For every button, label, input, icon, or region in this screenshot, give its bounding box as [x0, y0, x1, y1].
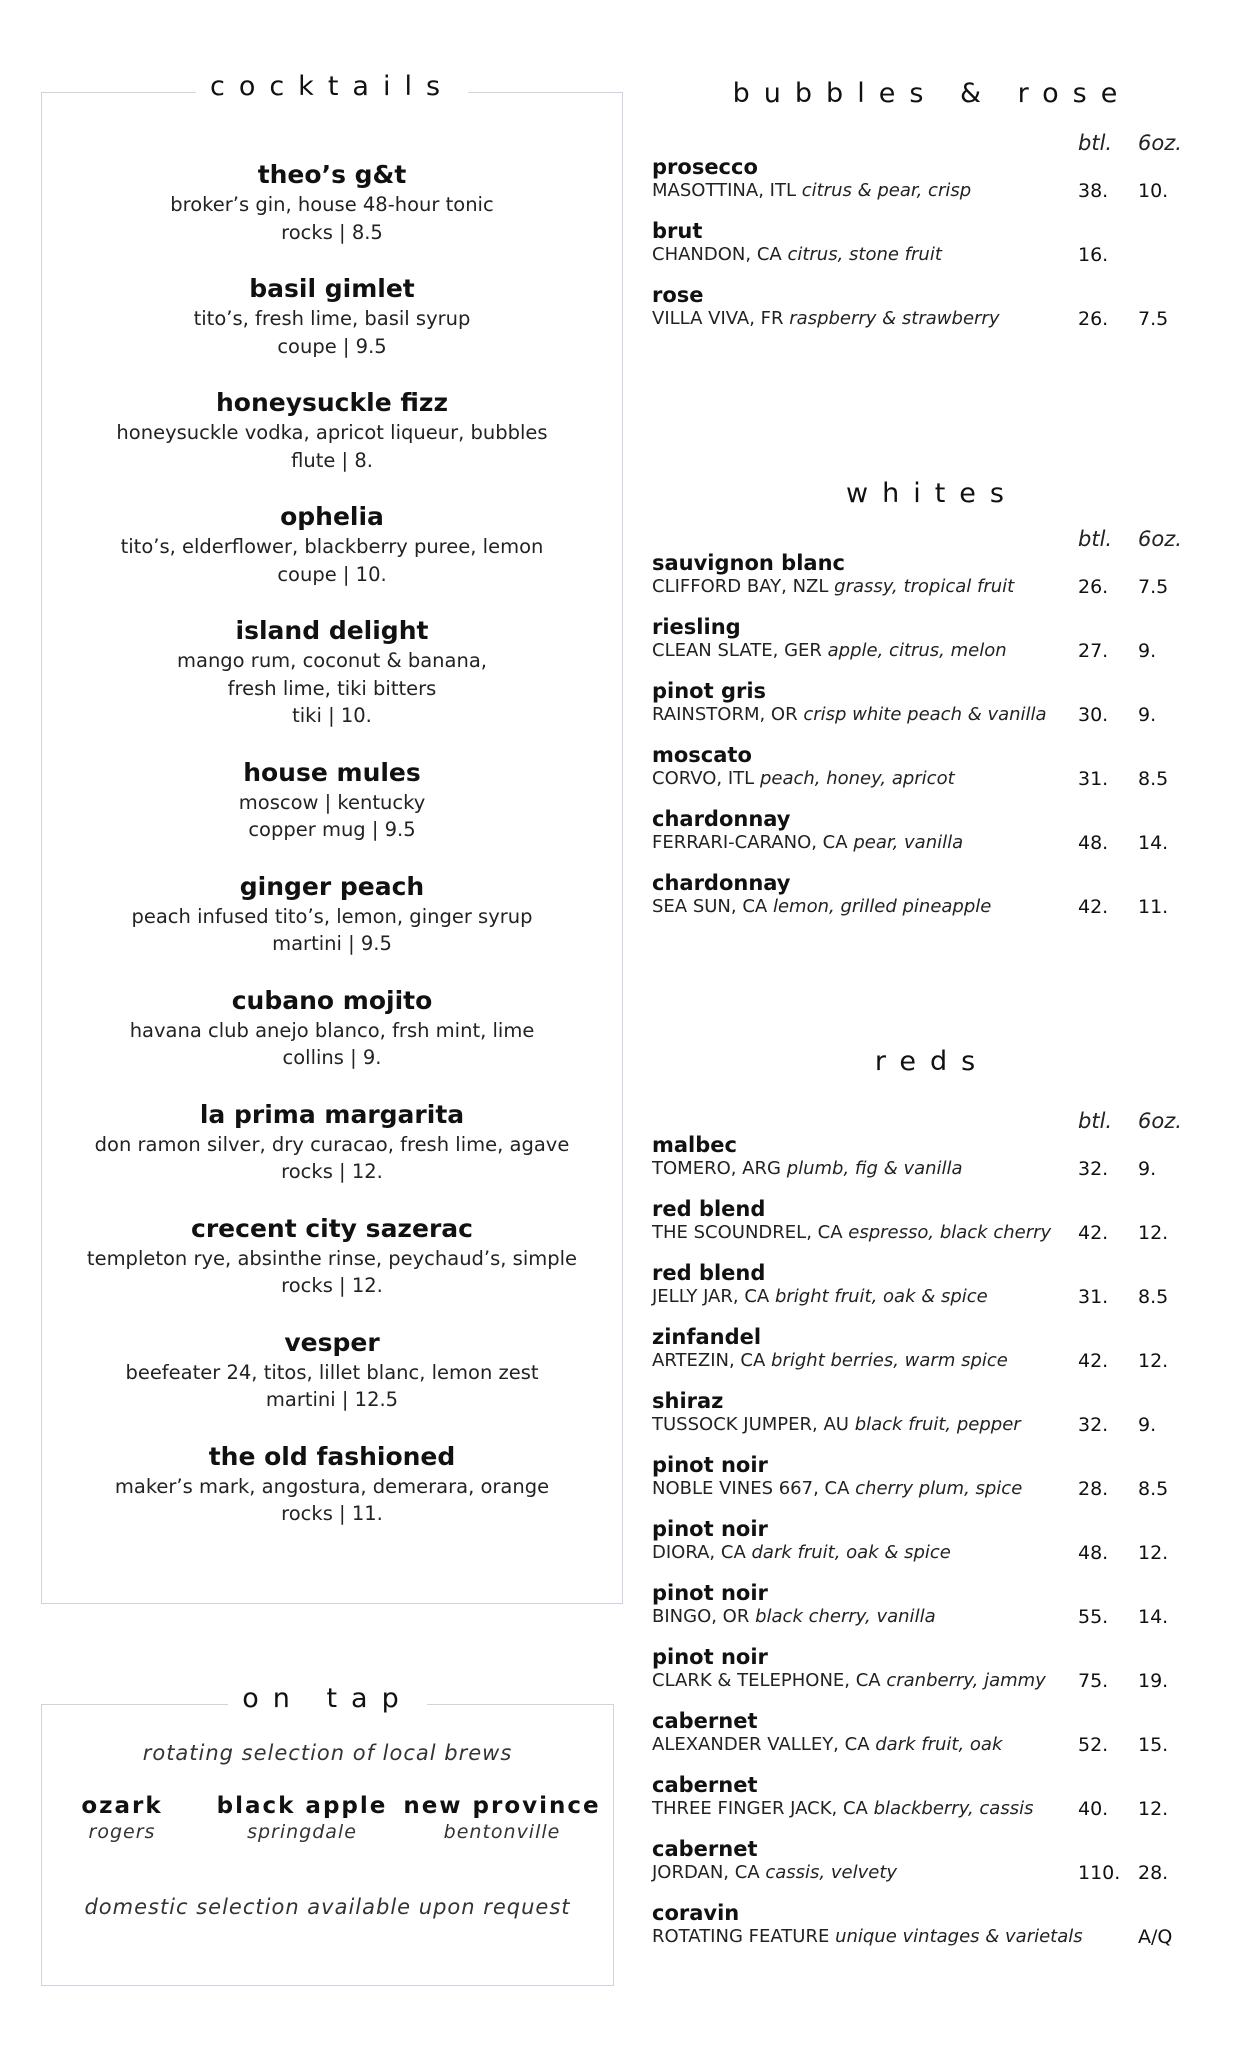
wine-producer: CHANDON, CA — [652, 244, 782, 265]
glass-price: 9. — [1138, 704, 1157, 726]
wine-description — [652, 1477, 1212, 1501]
cocktail-detail: don ramon silver, dry curacao, fresh lime, agave — [94, 1132, 570, 1156]
brew-location: springdale — [247, 1821, 357, 1843]
wine-producer: NOBLE VINES 667, CA — [652, 1478, 850, 1499]
brew-name: ozark — [81, 1793, 163, 1819]
cocktail-detail: honeysuckle vodka, apricot liqueur, bubbles — [116, 421, 548, 444]
wine-name: red blend — [652, 1197, 766, 1221]
wine-producer: RAINSTORM, OR — [652, 704, 798, 725]
cocktail-detail: beefeater 24, titos, lillet blanc, lemon zest — [125, 1360, 539, 1384]
cocktail-item — [42, 159, 622, 246]
reds-section — [652, 1046, 1212, 1965]
bottle-column-header: btl. — [1078, 1109, 1113, 1133]
wine-name: malbec — [652, 1133, 737, 1157]
wine-item — [652, 807, 1212, 871]
wine-name: chardonnay — [652, 807, 791, 831]
wine-description — [652, 1797, 1212, 1821]
bubbles-column-headers — [652, 131, 1212, 155]
wine-notes: peach, honey, apricot — [759, 768, 955, 789]
cocktail-detail: collins | 9. — [282, 1046, 382, 1069]
wine-notes: lemon, grilled pineapple — [772, 896, 992, 917]
wine-description — [652, 1413, 1212, 1437]
wine-producer: TOMERO, ARG — [652, 1158, 781, 1179]
whites-title: whites — [846, 478, 1018, 509]
on-tap-intro: rotating selection of local brews — [142, 1741, 513, 1765]
wine-producer: CORVO, ITL — [652, 768, 755, 789]
wine-notes: blackberry, cassis — [873, 1798, 1034, 1819]
wine-item — [652, 1645, 1212, 1709]
wine-item — [652, 1901, 1212, 1965]
cocktail-name: island delight — [235, 616, 429, 645]
cocktail-detail: tito’s, fresh lime, basil syrup — [193, 307, 471, 330]
glass-price: 14. — [1138, 1606, 1169, 1628]
wine-producer: DIORA, CA — [652, 1542, 746, 1563]
glass-price: 9. — [1138, 640, 1157, 662]
wine-producer: THREE FINGER JACK, CA — [652, 1798, 868, 1819]
wine-description — [652, 243, 1212, 267]
wine-item — [652, 1133, 1212, 1197]
wine-notes: pear, vanilla — [853, 832, 964, 853]
bottle-price: 75. — [1078, 1670, 1109, 1692]
glass-price: 15. — [1138, 1734, 1169, 1756]
cocktail-name: basil gimlet — [249, 274, 415, 303]
cocktail-item — [42, 1099, 622, 1186]
wine-name: cabernet — [652, 1773, 758, 1797]
cocktail-name: house mules — [243, 757, 421, 787]
wine-producer: TUSSOCK JUMPER, AU — [652, 1414, 849, 1435]
cocktail-list — [42, 159, 622, 1555]
wine-notes: cassis, velvety — [765, 1862, 898, 1883]
glass-column-header: 6oz. — [1138, 1109, 1182, 1133]
bubbles-title: bubbles & rose — [732, 78, 1132, 109]
wine-notes: black cherry, vanilla — [755, 1606, 936, 1627]
glass-price: 7.5 — [1138, 576, 1169, 598]
cocktail-item — [42, 1327, 622, 1414]
cocktail-detail: rocks | 12. — [281, 1160, 383, 1183]
cocktail-detail: maker’s mark, angostura, demerara, orange — [114, 1474, 550, 1498]
wine-producer: ROTATING FEATURE — [652, 1926, 830, 1947]
wine-name: coravin — [652, 1901, 740, 1925]
wine-name: pinot gris — [652, 679, 767, 703]
bottle-price: 31. — [1078, 1286, 1109, 1308]
wine-name: pinot noir — [652, 1581, 768, 1605]
cocktail-detail: martini | 12.5 — [265, 1388, 399, 1411]
wine-name: rose — [652, 283, 704, 307]
cocktail-detail: martini | 9.5 — [272, 932, 392, 955]
wine-description — [652, 831, 1212, 855]
cocktail-item — [42, 501, 622, 588]
wine-item — [652, 743, 1212, 807]
wine-producer: CLIFFORD BAY, NZL — [652, 576, 829, 597]
wine-name: prosecco — [652, 155, 758, 179]
cocktail-item — [42, 871, 622, 958]
bottle-price: 42. — [1078, 896, 1109, 918]
wine-item — [652, 1709, 1212, 1773]
wine-notes: espresso, black cherry — [848, 1222, 1052, 1243]
wine-name: pinot noir — [652, 1517, 768, 1541]
glass-price: 8.5 — [1138, 1478, 1169, 1500]
bottle-price: 48. — [1078, 832, 1109, 854]
wine-notes: dark fruit, oak — [875, 1734, 1003, 1755]
wine-producer: ARTEZIN, CA — [652, 1350, 766, 1371]
bottle-price: 32. — [1078, 1414, 1109, 1436]
wine-description — [652, 1541, 1212, 1565]
glass-price: 8.5 — [1138, 768, 1169, 790]
wine-item — [652, 155, 1212, 219]
cocktail-name: ginger peach — [239, 871, 425, 901]
wine-name: pinot noir — [652, 1453, 768, 1477]
wine-description — [652, 1221, 1212, 1245]
cocktail-detail: mango rum, coconut & banana, — [177, 649, 487, 672]
wine-producer: THE SCOUNDREL, CA — [652, 1222, 843, 1243]
glass-price: 14. — [1138, 832, 1169, 854]
reds-title: reds — [874, 1046, 990, 1077]
wine-producer: CLEAN SLATE, GER — [652, 640, 822, 661]
cocktail-detail: coupe | 9.5 — [277, 334, 387, 358]
wine-description — [652, 703, 1212, 727]
bubbles-section — [652, 78, 1212, 347]
wine-item — [652, 1197, 1212, 1261]
glass-price: 19. — [1138, 1670, 1169, 1692]
wine-notes: cherry plum, spice — [855, 1478, 1023, 1499]
reds-column-headers — [652, 1109, 1212, 1133]
brew-item — [62, 1793, 182, 1843]
wine-description — [652, 639, 1212, 663]
cocktails-title-wrap — [42, 71, 622, 102]
wine-name: brut — [652, 219, 703, 243]
glass-price: 12. — [1138, 1542, 1169, 1564]
wine-producer: ALEXANDER VALLEY, CA — [652, 1734, 870, 1755]
bottle-price: 38. — [1078, 180, 1109, 202]
wine-item — [652, 1389, 1212, 1453]
cocktail-item — [42, 1441, 622, 1528]
wine-notes: black fruit, pepper — [854, 1414, 1021, 1435]
wine-item — [652, 615, 1212, 679]
glass-price: 28. — [1138, 1862, 1169, 1884]
bottle-price: 26. — [1078, 308, 1109, 330]
glass-column-header: 6oz. — [1138, 527, 1182, 551]
whites-list — [652, 551, 1212, 935]
wine-description — [652, 1925, 1212, 1949]
cocktail-detail: broker’s gin, house 48-hour tonic — [170, 193, 494, 216]
wine-notes: citrus, stone fruit — [787, 244, 942, 265]
wine-notes: crisp white peach & vanilla — [803, 704, 1047, 725]
glass-price: 11. — [1138, 896, 1169, 918]
wine-item — [652, 679, 1212, 743]
wine-notes: unique vintages & varietals — [835, 1926, 1083, 1947]
cocktail-name: la prima margarita — [199, 1099, 465, 1129]
wine-item — [652, 1517, 1212, 1581]
wine-notes: raspberry & strawberry — [789, 308, 1000, 329]
bottle-price: 32. — [1078, 1158, 1109, 1180]
glass-price: 9. — [1138, 1158, 1157, 1180]
wine-item — [652, 1261, 1212, 1325]
cocktails-title: cocktails — [196, 71, 468, 102]
bottle-price: 27. — [1078, 640, 1109, 662]
brew-location: bentonville — [443, 1821, 561, 1843]
wine-item — [652, 1325, 1212, 1389]
cocktail-detail: havana club anejo blanco, frsh mint, lime — [129, 1018, 535, 1042]
cocktail-detail: flute | 8. — [291, 448, 373, 472]
wine-name: pinot noir — [652, 1645, 768, 1669]
wine-description — [652, 1733, 1212, 1757]
cocktail-name: vesper — [284, 1327, 380, 1357]
wine-notes: grassy, tropical fruit — [834, 576, 1015, 597]
brew-item — [402, 1793, 602, 1843]
brew-item — [212, 1793, 392, 1843]
bottle-price: 16. — [1078, 244, 1109, 266]
wine-item — [652, 1581, 1212, 1645]
on-tap-title: on tap — [228, 1683, 426, 1714]
wine-producer: BINGO, OR — [652, 1606, 750, 1627]
cocktail-item — [42, 615, 622, 730]
bottle-price: 48. — [1078, 1542, 1109, 1564]
glass-price: 7.5 — [1138, 308, 1169, 330]
bubbles-list — [652, 155, 1212, 347]
wine-producer: JELLY JAR, CA — [652, 1286, 770, 1307]
bottle-price: 31. — [1078, 768, 1109, 790]
wine-notes: apple, citrus, melon — [827, 640, 1007, 661]
cocktail-detail: rocks | 12. — [281, 1274, 383, 1297]
glass-price: 12. — [1138, 1222, 1169, 1244]
wine-name: moscato — [652, 743, 752, 767]
cocktail-name: crecent city sazerac — [191, 1213, 473, 1243]
wine-description — [652, 179, 1212, 203]
wine-item — [652, 219, 1212, 283]
whites-section — [652, 478, 1212, 935]
on-tap-title-wrap — [42, 1683, 613, 1714]
wine-name: cabernet — [652, 1837, 758, 1861]
glass-price: A/Q — [1138, 1926, 1173, 1948]
cocktail-name: the old fashioned — [208, 1441, 456, 1471]
brew-name: new province — [403, 1793, 601, 1819]
brew-location: rogers — [88, 1821, 156, 1843]
brew-name: black apple — [216, 1793, 388, 1819]
cocktail-detail: peach infused tito’s, lemon, ginger syrup — [131, 904, 533, 928]
glass-price: 12. — [1138, 1798, 1169, 1820]
glass-price: 9. — [1138, 1414, 1157, 1436]
cocktail-item — [42, 387, 622, 474]
on-tap-panel — [41, 1683, 614, 1986]
wine-description — [652, 895, 1212, 919]
cocktail-detail: templeton rye, absinthe rinse, peychaud’s, simple — [86, 1246, 578, 1270]
cocktail-item — [42, 1213, 622, 1300]
wine-description — [652, 575, 1212, 599]
cocktail-name: theo’s g&t — [257, 160, 407, 189]
wine-name: sauvignon blanc — [652, 551, 845, 575]
wine-item — [652, 1837, 1212, 1901]
bottle-price: 30. — [1078, 704, 1109, 726]
wine-notes: plumb, fig & vanilla — [786, 1158, 963, 1179]
wine-description — [652, 307, 1212, 331]
wine-description — [652, 1669, 1212, 1693]
cocktail-item — [42, 757, 622, 844]
wine-description — [652, 767, 1212, 791]
bottle-price: 55. — [1078, 1606, 1109, 1628]
wine-producer: VILLA VIVA, FR — [652, 308, 784, 329]
on-tap-footer: domestic selection available upon request — [84, 1895, 571, 1919]
cocktail-detail: tito’s, elderflower, blackberry puree, lemon — [120, 535, 544, 558]
glass-price: 12. — [1138, 1350, 1169, 1372]
bottle-price: 26. — [1078, 576, 1109, 598]
cocktail-item — [42, 273, 622, 360]
cocktail-detail: rocks | 11. — [281, 1502, 383, 1525]
wine-producer: CLARK & TELEPHONE, CA — [652, 1670, 881, 1691]
wine-item — [652, 1773, 1212, 1837]
wine-item — [652, 551, 1212, 615]
wine-item — [652, 283, 1212, 347]
wine-notes: bright fruit, oak & spice — [774, 1286, 988, 1307]
wine-description — [652, 1605, 1212, 1629]
bottle-price: 110. — [1078, 1862, 1121, 1884]
wine-description — [652, 1861, 1212, 1885]
wine-name: riesling — [652, 615, 741, 639]
wine-name: red blend — [652, 1261, 766, 1285]
wine-description — [652, 1285, 1212, 1309]
cocktail-detail: rocks | 8.5 — [281, 220, 383, 244]
bottle-price: 42. — [1078, 1350, 1109, 1372]
wine-notes: cranberry, jammy — [886, 1670, 1046, 1691]
bottle-column-header: btl. — [1078, 527, 1113, 551]
cocktail-detail: coupe | 10. — [277, 562, 387, 586]
wine-producer: FERRARI-CARANO, CA — [652, 832, 848, 853]
cocktails-panel — [41, 71, 623, 1604]
cocktail-name: ophelia — [280, 502, 384, 531]
wine-name: cabernet — [652, 1709, 758, 1733]
whites-column-headers — [652, 527, 1212, 551]
glass-column-header: 6oz. — [1138, 131, 1182, 155]
glass-price: 10. — [1138, 180, 1169, 202]
wine-name: shiraz — [652, 1389, 724, 1413]
cocktail-detail: tiki | 10. — [292, 704, 372, 727]
wine-notes: dark fruit, oak & spice — [751, 1542, 951, 1563]
wine-producer: SEA SUN, CA — [652, 896, 768, 917]
cocktail-name: cubano mojito — [231, 985, 433, 1015]
wine-name: chardonnay — [652, 871, 791, 895]
wine-producer: MASOTTINA, ITL — [652, 180, 796, 201]
cocktail-detail: fresh lime, tiki bitters — [227, 676, 437, 700]
wine-description — [652, 1349, 1212, 1373]
wine-item — [652, 871, 1212, 935]
wine-description — [652, 1157, 1212, 1181]
bottle-price: 52. — [1078, 1734, 1109, 1756]
wine-notes: citrus & pear, crisp — [801, 180, 972, 201]
wine-item — [652, 1453, 1212, 1517]
wine-producer: JORDAN, CA — [652, 1862, 760, 1883]
reds-list — [652, 1133, 1212, 1965]
cocktail-detail: moscow | kentucky — [238, 790, 426, 814]
cocktail-item — [42, 985, 622, 1072]
cocktail-name: honeysuckle fizz — [215, 388, 448, 417]
bottle-price: 40. — [1078, 1798, 1109, 1820]
glass-price: 8.5 — [1138, 1286, 1169, 1308]
bottle-price: 42. — [1078, 1222, 1109, 1244]
bottle-column-header: btl. — [1078, 131, 1113, 155]
wine-name: zinfandel — [652, 1325, 762, 1349]
wine-notes: bright berries, warm spice — [771, 1350, 1008, 1371]
bottle-price: 28. — [1078, 1478, 1109, 1500]
cocktail-detail: copper mug | 9.5 — [248, 818, 416, 841]
